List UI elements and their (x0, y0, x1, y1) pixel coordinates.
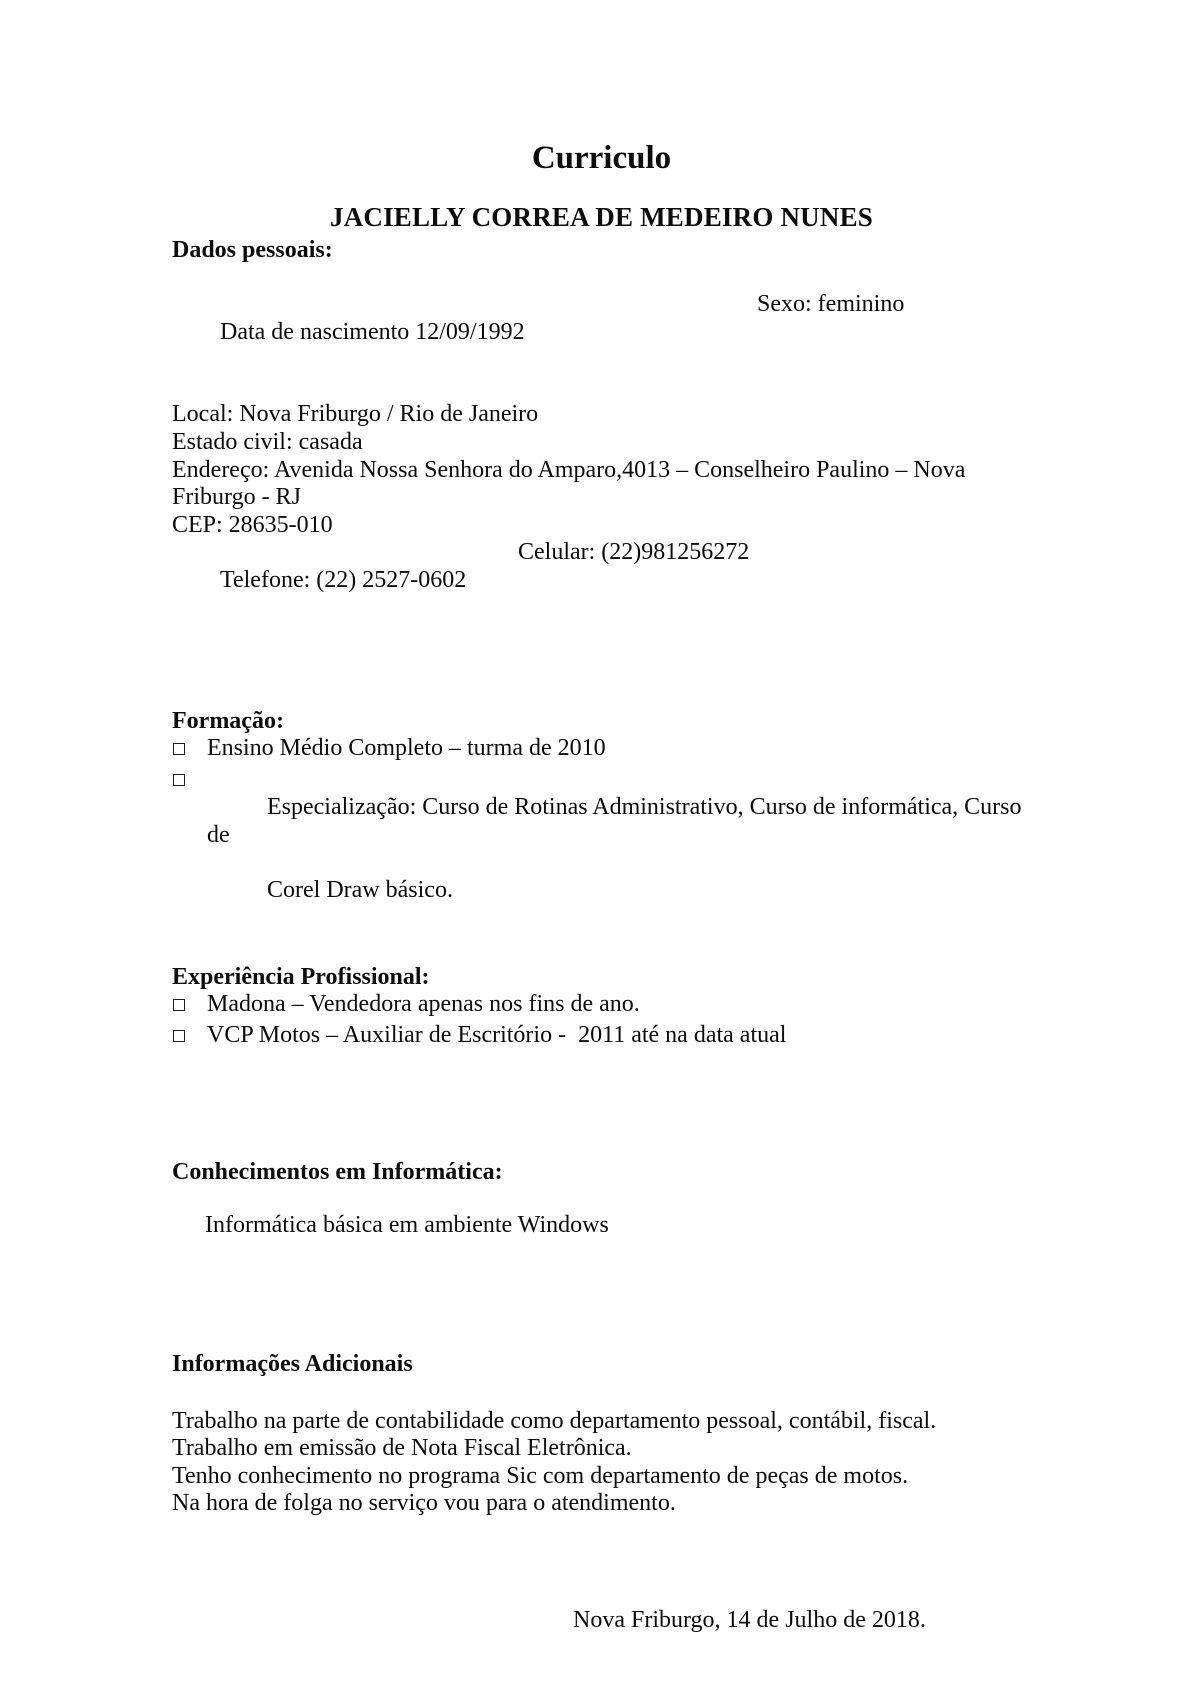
section-heading-informatica: Conhecimentos em Informática: (172, 1159, 503, 1186)
square-bullet-icon (173, 1030, 185, 1042)
cep-line: CEP: 28635-010 (172, 511, 333, 538)
adicionais-line-4: Na hora de folga no serviço vou para o atendimento. (172, 1490, 676, 1517)
telefone-text: Telefone: (22) 2527-0602 (220, 566, 467, 593)
birth-date-text: Data de nascimento 12/09/1992 (220, 318, 525, 345)
list-item (172, 766, 1031, 932)
experiencia-list (172, 991, 1031, 1050)
square-bullet-icon (173, 999, 185, 1011)
birth-and-sex-line (172, 291, 1031, 401)
list-item (172, 1022, 1031, 1050)
endereco-line-2: Friburgo - RJ (172, 484, 301, 511)
formacao-item-2-line-2: Corel Draw básico. (267, 876, 453, 903)
adicionais-line-3: Tenho conhecimento no programa Sic com departamento de peças de motos. (172, 1462, 909, 1489)
adicionais-line-2: Trabalho em emissão de Nota Fiscal Eletrônica. (172, 1435, 632, 1462)
experiencia-item-2-text: VCP Motos – Auxiliar de Escritório - 2011 até na data atual (207, 1022, 787, 1049)
square-bullet-icon (173, 743, 185, 755)
formacao-item-1-text: Ensino Médio Completo – turma de 2010 (207, 734, 606, 761)
section-heading-dados-pessoais: Dados pessoais: (172, 237, 333, 263)
adicionais-paragraph (172, 1408, 1031, 1518)
list-item (172, 735, 1031, 763)
phone-line (172, 539, 1031, 649)
section-heading-formacao: Formação: (172, 707, 284, 734)
formacao-list (172, 735, 1031, 932)
local-line: Local: Nova Friburgo / Rio de Janeiro (172, 401, 539, 428)
formacao-item-2-text (207, 766, 1031, 932)
endereco-line-1: Endereço: Avenida Nossa Senhora do Amparo,4013 – Conselheiro Paulino – Nova (172, 456, 966, 483)
personal-data-block (172, 291, 1031, 650)
adicionais-line-1: Trabalho na parte de contabilidade como departamento pessoal, contábil, fiscal. (172, 1407, 937, 1434)
informatica-text: Informática básica em ambiente Windows (205, 1212, 609, 1239)
celular-text: Celular: (22)981256272 (518, 539, 750, 566)
formacao-item-2-line-1: Especialização: Curso de Rotinas Administrativo, Curso de informática, Curso de (207, 793, 1028, 848)
estado-civil-line: Estado civil: casada (172, 428, 363, 455)
square-bullet-icon (173, 774, 185, 786)
doc-title: Curriculo (531, 140, 672, 176)
date-location-line: Nova Friburgo, 14 de Julho de 2018. (573, 1607, 926, 1634)
candidate-name: JACIELLY CORREA DE MEDEIRO NUNES (330, 202, 873, 232)
list-item (172, 991, 1031, 1019)
experiencia-item-1-text: Madona – Vendedora apenas nos fins de ano. (207, 990, 640, 1017)
sex-text: Sexo: feminino (757, 291, 905, 317)
section-heading-experiencia: Experiência Profissional: (172, 963, 430, 990)
section-heading-adicionais: Informações Adicionais (172, 1350, 413, 1377)
